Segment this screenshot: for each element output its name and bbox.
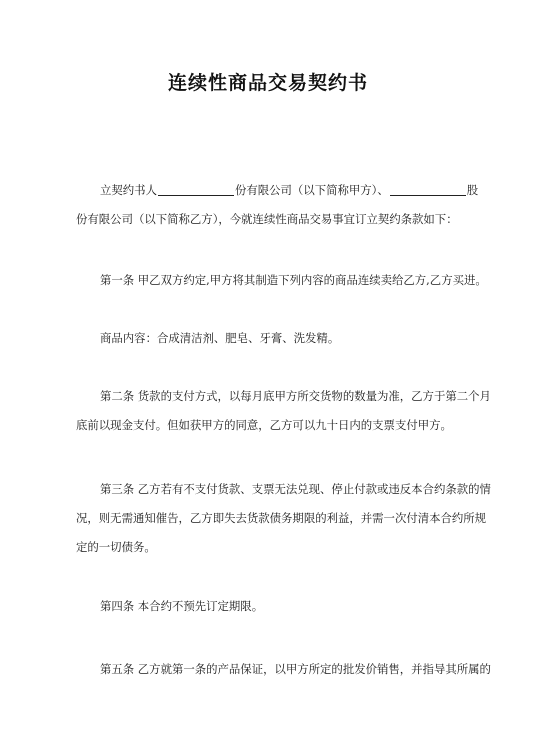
party-b-blank (390, 182, 466, 196)
intro-text-2: 份有限公司（以下简称甲方）、 (234, 183, 389, 197)
article-5-line-1: 第五条 乙方就第一条的产品保证，以甲方所定的批发价销售，并指导其所属的 (100, 662, 491, 676)
document-title: 连续性商品交易契约书 (167, 72, 368, 94)
article-2-line-2: 底前以现金支付。但如获甲方的同意，乙方可以九十日内的支票支付甲方。 (76, 418, 452, 432)
article-4 (76, 592, 466, 621)
article-2 (76, 382, 491, 440)
intro-paragraph (76, 176, 479, 234)
party-a-blank (158, 182, 234, 196)
intro-line-1 (76, 176, 479, 205)
article-2-line-1: 第二条 货款的支付方式，以每月底甲方所交货物的数量为准，乙方于第二个月 (100, 389, 491, 403)
article-4-line-1: 第四条 本合约不预先订定期限。 (100, 599, 264, 613)
intro-text-1: 立契约书人 (100, 183, 157, 197)
article-1-line-1: 第一条 甲乙双方约定,甲方将其制造下列内容的商品连续卖给乙方,乙方买进。 (100, 273, 487, 287)
article-3-line-1: 第三条 乙方若有不支付货款、支票无法兑现、停止付款或违反本合约条款的情 (100, 482, 491, 496)
goods-content (76, 324, 466, 353)
goods-content-line: 商品内容：合成清洁剂、肥皂、牙膏、洗发精。 (100, 331, 340, 345)
intro-text-3: 股 (466, 183, 479, 197)
article-5 (76, 655, 491, 684)
article-3-line-3: 定的一切债务。 (76, 540, 156, 554)
article-1 (76, 266, 487, 295)
article-3-line-2: 况，则无需通知催告，乙方即失去货款债务期限的利益，并需一次付清本合约所规 (76, 511, 487, 525)
intro-line-2: 份有限公司（以下简称乙方），今就连续性商品交易事宜订立契约条款如下： (76, 212, 458, 226)
article-3 (76, 475, 491, 562)
